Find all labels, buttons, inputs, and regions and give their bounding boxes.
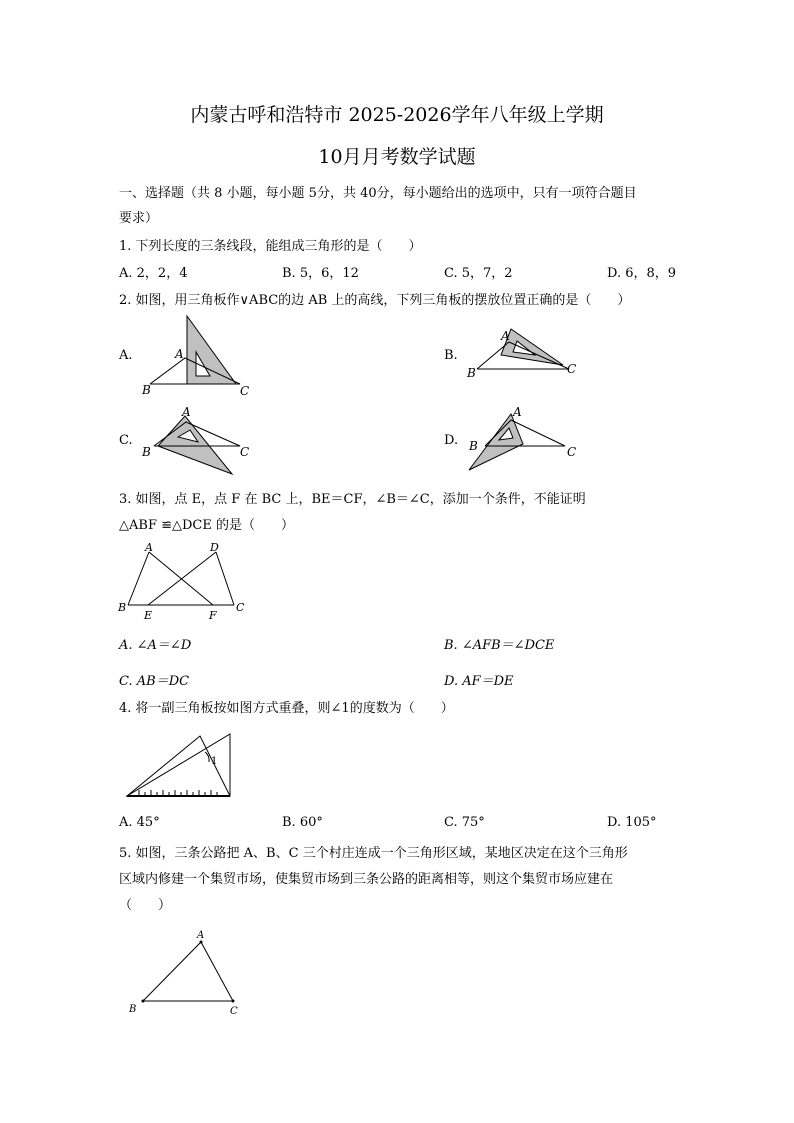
q3-option-a: A. ∠A＝∠D: [119, 638, 192, 653]
q1-option-a: A. 2，2，4: [119, 266, 188, 281]
q2-option-a-letter: A.: [119, 348, 133, 363]
q4-option-a: A. 45°: [119, 815, 160, 830]
q1-option-b: B. 5，6，12: [282, 266, 359, 281]
q2-figure-a: [140, 312, 260, 402]
q2-b-set-square: [501, 329, 563, 365]
q2-a-label-a: A: [175, 347, 184, 361]
q3-option-c: C. AB＝DC: [119, 674, 190, 689]
q5-figure: [125, 928, 255, 1020]
q2-c-set-square: [158, 416, 232, 474]
q3-segment-ab: [128, 552, 149, 605]
q5-label-a: A: [197, 930, 205, 941]
q5-label-b: B: [129, 1004, 137, 1015]
q2-b-label-b: B: [467, 366, 476, 380]
q2-figure-d: [465, 402, 595, 482]
q2-option-c-letter: C.: [119, 433, 133, 448]
q3-label-b: B: [118, 601, 127, 614]
q2-option-b-letter: B.: [444, 348, 458, 363]
q3-stem-line2: △ABF ≌△DCE 的是（ ）: [119, 518, 294, 533]
q2-a-label-b: B: [142, 383, 151, 397]
q2-d-label-b: B: [469, 439, 478, 453]
q2-c-label-b: B: [142, 445, 151, 459]
q4-option-d: D. 105°: [607, 815, 657, 830]
section-heading-line1: 一、选择题（共 8 小题，每小题 5分，共 40分，每小题给出的选项中，只有一项符合题目: [119, 186, 637, 201]
q4-option-b: B. 60°: [282, 815, 323, 830]
q3-label-e: E: [144, 609, 153, 622]
q4-angle-label: 1: [211, 756, 218, 767]
q2-b-label-a: A: [501, 329, 510, 343]
q4-stem: 4. 将一副三角板按如图方式重叠，则∠1的度数为（ ）: [119, 701, 454, 716]
q5-stem-line3: （ ）: [119, 898, 172, 913]
q3-stem-line1: 3. 如图，点 E，点 F 在 BC 上，BE＝CF，∠B＝∠C，添加一个条件，不能证明: [119, 492, 586, 507]
q5-label-c: C: [230, 1006, 238, 1017]
q1-stem: 1. 下列长度的三条线段，能组成三角形的是（ ）: [119, 239, 422, 254]
q3-segment-dc: [216, 552, 234, 605]
title-line1: 内蒙古呼和浩特市 2025-2026学年八年级上学期: [190, 104, 604, 126]
q2-d-label-c: C: [567, 445, 577, 459]
q5-triangle: [143, 942, 233, 1001]
q3-label-a: A: [145, 541, 153, 554]
q5-stem-line1: 5. 如图，三条公路把 A、B、C 三个村庄连成一个三角形区域，某地区决定在这个三角形: [119, 846, 628, 861]
section-heading-line2: 要求）: [119, 211, 159, 226]
q1-option-c: C. 5，7，2: [444, 266, 513, 281]
q2-option-d-letter: D.: [444, 433, 459, 448]
q2-a-set-square: [187, 316, 236, 384]
q3-figure: [116, 538, 256, 624]
q3-option-b: B. ∠AFB＝∠DCE: [444, 638, 555, 653]
q1-option-d: D. 6，8，9: [607, 266, 677, 281]
q2-c-label-c: C: [240, 445, 250, 459]
q3-label-f: F: [209, 609, 217, 622]
q3-label-c: C: [236, 601, 245, 614]
q4-figure: [125, 728, 235, 800]
q3-option-d: D. AF＝DE: [444, 674, 514, 689]
q4-option-c: C. 75°: [444, 815, 485, 830]
q2-b-label-c: C: [567, 362, 577, 376]
q2-figure-c: [140, 402, 260, 482]
q3-label-d: D: [210, 541, 219, 554]
q5-stem-line2: 区域内修建一个集贸市场，使集贸市场到三条公路的距离相等，则这个集贸市场应建在: [119, 872, 614, 887]
q2-figure-b: [463, 325, 593, 385]
q2-c-label-a: A: [182, 405, 191, 419]
q2-stem: 2. 如图，用三角板作∨ABC的边 AB 上的高线，下列三角板的摆放位置正确的是（ ）: [119, 293, 631, 308]
q2-a-label-c: C: [240, 384, 250, 398]
title-line2: 10月月考数学试题: [318, 146, 476, 168]
q2-d-label-a: A: [513, 405, 522, 419]
